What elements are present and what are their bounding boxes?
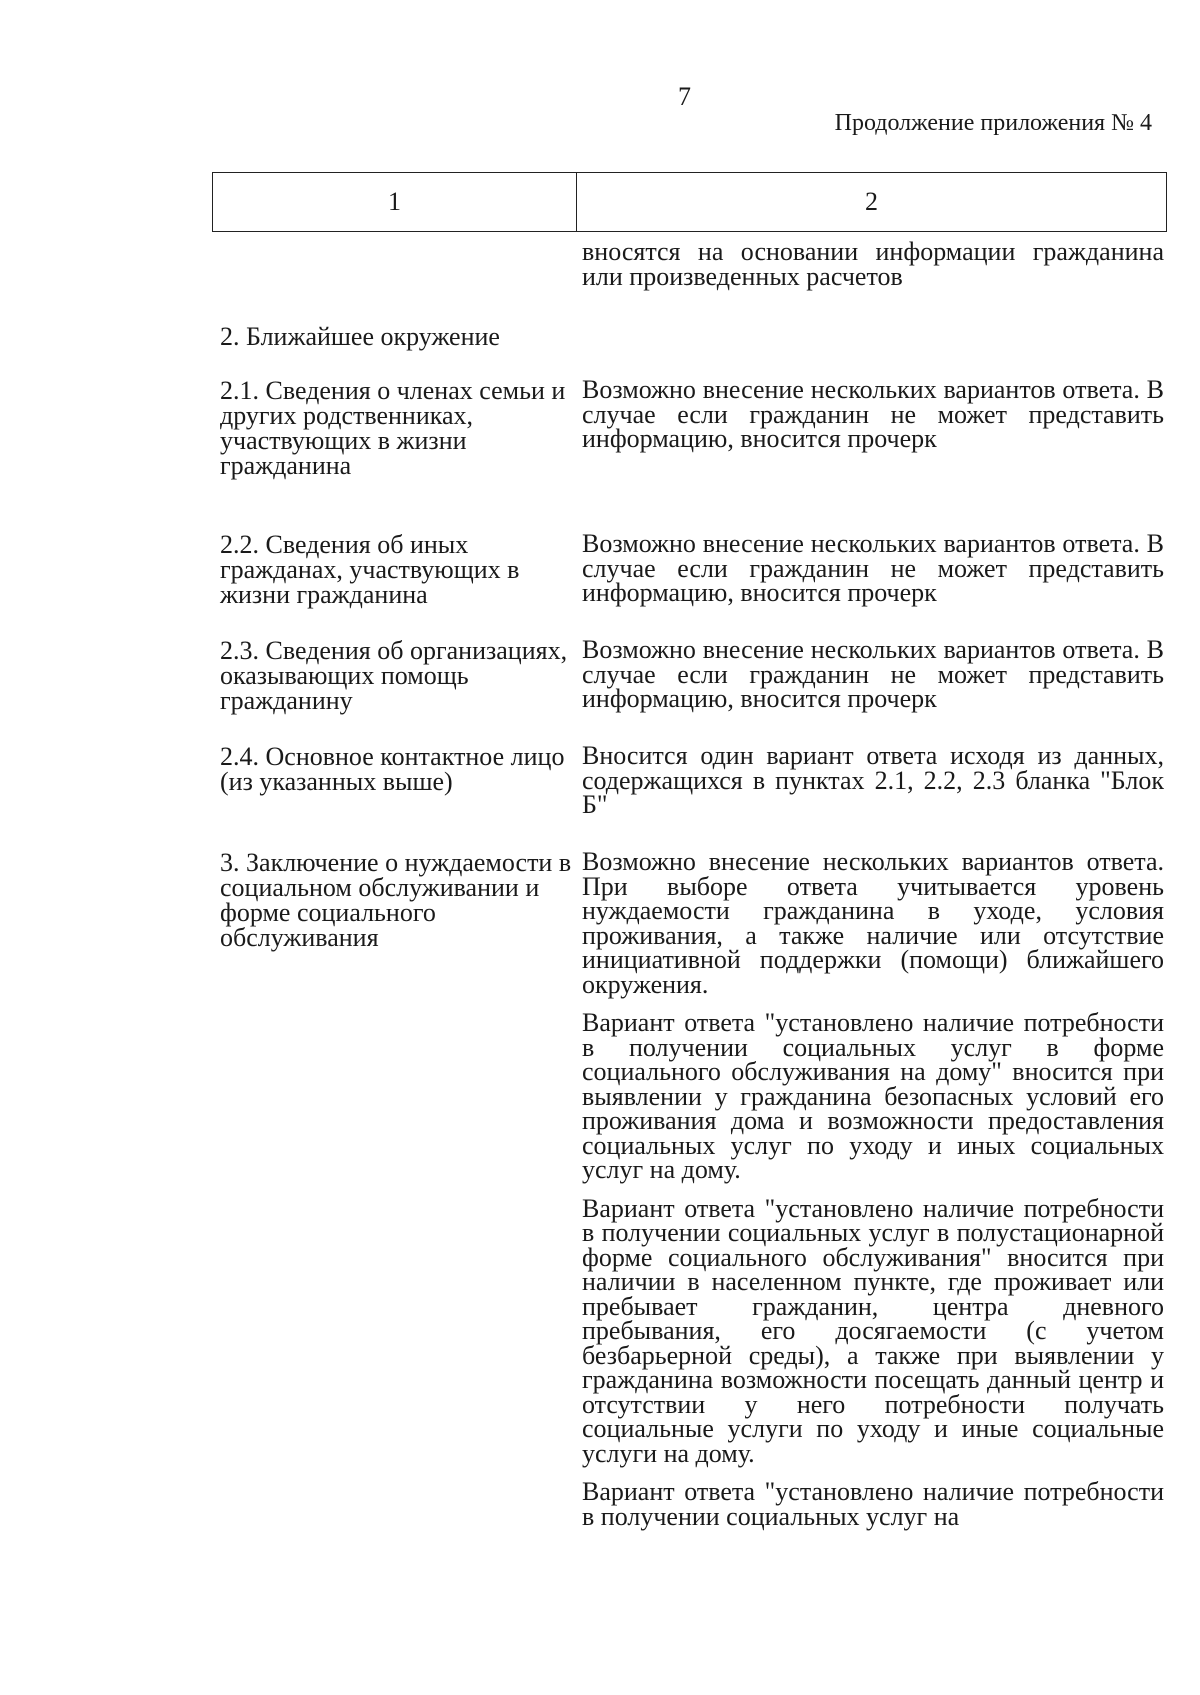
row-label-3: 3. Заключение о нуждаемости в социальном обслуживании и форме социального обслуживания [220, 848, 572, 952]
row-description-3 [582, 847, 1164, 1531]
table-header-col2: 2 [865, 187, 878, 216]
appendix-continuation-label: Продолжение приложения № 4 [834, 110, 1152, 136]
section-heading-2: 2. Ближайшее окружение [220, 322, 500, 351]
row-label-2-3: 2.3. Сведения об организациях, оказывающих помощь гражданину [220, 636, 568, 715]
page-number: 7 [678, 82, 691, 111]
table-header-row [212, 172, 1167, 232]
row-label-2-4: 2.4. Основное контактное лицо (из указанных выше) [220, 742, 565, 796]
table-header-col1: 1 [213, 173, 577, 231]
paragraph: Возможно внесение нескольких вариантов ответа. При выборе ответа учитывается уровень нуждаемости гражданина в уходе, условия проживания, а также наличие или отсутствие инициативной поддержки (помощи) ближайшего окружения. [582, 847, 1164, 999]
paragraph: Вариант ответа "установлено наличие потребности в получении социальных услуг на [582, 1477, 1164, 1531]
row-description-2-2: Возможно внесение нескольких вариантов ответа. В случае если гражданин не может представить информацию, вносится прочерк [582, 529, 1164, 607]
row-description-2-4: Вносится один вариант ответа исходя из данных, содержащихся в пунктах 2.1, 2.2, 2.3 бланка "Блок Б" [582, 741, 1164, 819]
row-label-2-2: 2.2. Сведения об иных гражданах, участвующих в жизни гражданина [220, 530, 520, 609]
paragraph: Вариант ответа "установлено наличие потребности в получении социальных услуг в полустационарной форме социального обслуживания" вносится при наличии в населенном пункте, где проживает или пребывает гражданин, центра дневного пребывания, его досягаемости (с учетом безбарьерной среды), а также при выявлении у гражданина возможности посещать данный центр и отсутствии у него потребности получать социальные услуги по уходу и иные социальные услуги на дому. [582, 1193, 1164, 1468]
paragraph: Вариант ответа "установлено наличие потребности в получении социальных услуг в форме социального обслуживания на дому" вносится при выявлении у гражданина безопасных условий его проживания дома и возможности предоставления социальных услуг по уходу и иных социальных услуг на дому. [582, 1008, 1164, 1184]
row-label-2-1: 2.1. Сведения о членах семьи и других родственниках, участвующих в жизни гражданина [220, 376, 566, 480]
row-description-2-3: Возможно внесение нескольких вариантов ответа. В случае если гражданин не может представить информацию, вносится прочерк [582, 635, 1164, 713]
row-description-2-1: Возможно внесение нескольких вариантов ответа. В случае если гражданин не может представить информацию, вносится прочерк [582, 375, 1164, 453]
continued-text: вносятся на основании информации гражданина или произведенных расчетов [582, 237, 1164, 291]
